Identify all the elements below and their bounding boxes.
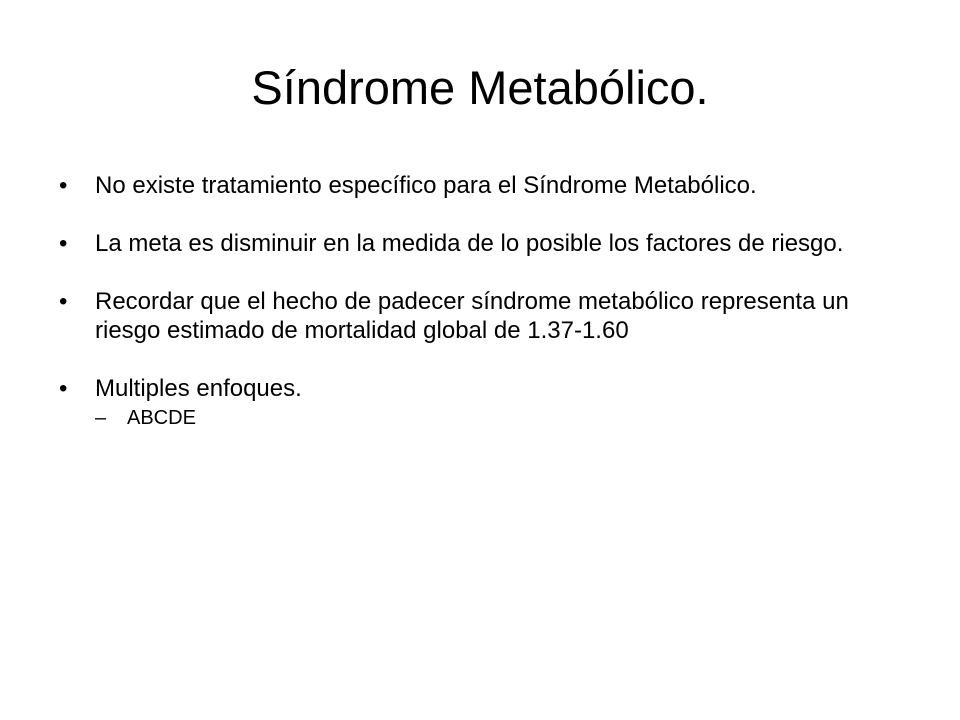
bullet-item-approaches xyxy=(59,374,899,430)
sub-bullet-item-abcde xyxy=(95,406,899,430)
bullet-item-risk xyxy=(59,287,899,345)
slide-title: Síndrome Metabólico. xyxy=(251,61,709,114)
bullet-list xyxy=(59,171,899,430)
sub-bullet-text: ABCDE xyxy=(127,407,196,429)
dash-icon: – xyxy=(95,407,107,429)
bullet-text: Multiples enfoques. xyxy=(95,375,302,402)
bullet-icon: • xyxy=(59,172,68,199)
bullet-icon: • xyxy=(59,288,68,315)
bullet-icon: • xyxy=(59,230,68,257)
bullet-text: Recordar que el hecho de padecer síndrome metabólico representa un riesgo estimado de mortalidad global de 1.37-1.60 xyxy=(95,288,849,344)
bullet-icon: • xyxy=(59,375,68,402)
sub-bullet-list xyxy=(95,406,899,430)
bullet-item-treatment xyxy=(59,171,899,200)
bullet-text: La meta es disminuir en la medida de lo posible los factores de riesgo. xyxy=(95,230,844,257)
bullet-text: No existe tratamiento específico para el Síndrome Metabólico. xyxy=(95,172,757,199)
bullet-item-goal xyxy=(59,229,899,258)
